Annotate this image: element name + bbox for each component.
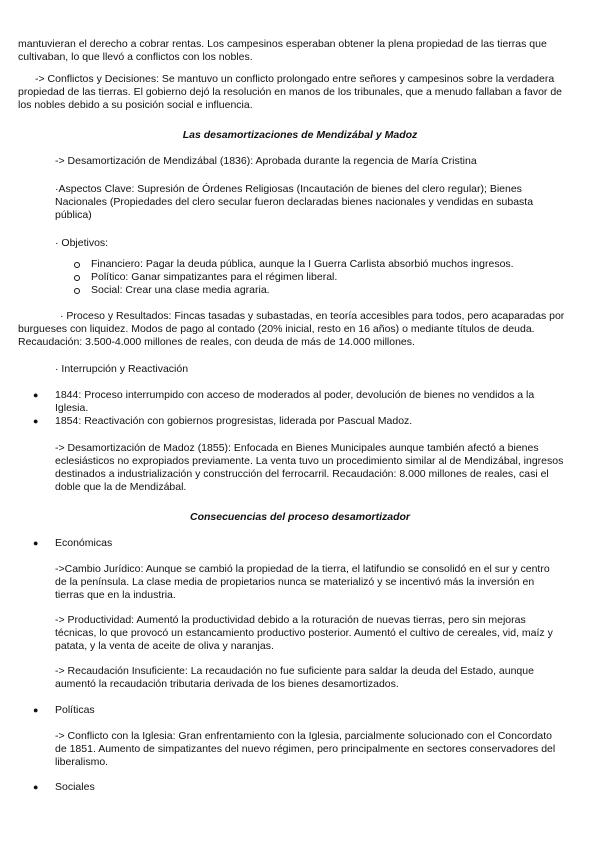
interrupcion-item: 1854: Reactivación con gobiernos progresistas, liderada por Pascual Madoz.: [55, 415, 413, 427]
madoz-paragraph: -> Desamortización de Madoz (1855): Enfocada en Bienes Municipales aunque también afectó a bienes eclesiásticos no expropiados previamente. La venta tuvo un procedimiento similar al de Mendizábal, ingresos destinados a industrialización y construcción del ferrocarril. Recaudación: 8.000 millones de reales, casi el doble que la de Mendizábal.: [55, 442, 564, 493]
aspectos-clave: ·Aspectos Clave: Supresión de Órdenes Religiosas (Incautación de bienes del clero regular); Bienes Nacionales (Propiedades del clero secular fueron declaradas bienes nacionales y vendidas en subasta pública): [55, 183, 534, 221]
conflictos-paragraph: -> Conflictos y Decisiones: Se mantuvo un conflicto prolongado entre señores y campesinos sobre la verdadera propiedad de las tierras. El gobierno dejó la resolución en manos de los tribunales, que a menudo fallaban a favor de los nobles debido a su posición social e influencia.: [18, 73, 563, 111]
proceso-resultados: · Proceso y Resultados: Fincas tasadas y subastadas, en teoría accesibles para todos, pero acaparadas por burgueses con liquidez. Modos de pago al contado (20% inicial, resto en 16 años) o mediante títulos de deuda. Recaudación: 3.500-4.000 millones de reales, con deuda de más de 14.000 millones.: [18, 310, 565, 348]
section-heading-consecuencias: Consecuencias del proceso desamortizador: [190, 511, 410, 523]
economicas-label: Económicas: [55, 537, 113, 549]
circle-bullet-icon: [74, 275, 80, 281]
bullet-icon: ●: [33, 705, 39, 715]
mendizabal-intro: -> Desamortización de Mendizábal (1836): Aprobada durante la regencia de María Cristina: [55, 155, 477, 167]
politicas-label: Políticas: [55, 704, 95, 716]
bullet-icon: ●: [33, 538, 39, 548]
objetivo-item: Financiero: Pagar la deuda pública, aunque la I Guerra Carlista absorbió muchos ingresos.: [91, 258, 514, 270]
circle-bullet-icon: [74, 262, 80, 268]
productividad: -> Productividad: Aumentó la productividad debido a la roturación de nuevas tierras, pero sin mejoras técnicas, lo que provocó un estancamiento productivo posterior. Aumentó el cultivo de cereales, vid, maíz y patata, y la venta de aceite de oliva y naranjas.: [55, 614, 553, 652]
bullet-icon: ●: [33, 416, 39, 426]
interrupcion-label: · Interrupción y Reactivación: [55, 363, 189, 375]
objetivos-label: · Objetivos:: [55, 237, 109, 249]
interrupcion-item: 1844: Proceso interrumpido con acceso de moderados al poder, devolución de bienes no vendidos a la Iglesia.: [55, 389, 535, 414]
recaudacion-insuficiente: -> Recaudación Insuficiente: La recaudación no fue suficiente para saldar la deuda del Estado, aunque aumentó la recaudación tributaria derivada de los bienes desamortizados.: [55, 665, 534, 690]
circle-bullet-icon: [74, 288, 80, 294]
objetivo-item: Social: Crear una clase media agraria.: [91, 284, 270, 296]
objetivo-item: Político: Ganar simpatizantes para el régimen liberal.: [91, 271, 338, 283]
section-heading-desamortizaciones: Las desamortizaciones de Mendizábal y Madoz: [182, 129, 418, 141]
cambio-juridico: ->Cambio Jurídico: Aunque se cambió la propiedad de la tierra, el latifundio se consolidó en el sur y centro de la península. La clase media de propietarios nunca se materializó y se incentivó más la inversión en tierras que en la industria.: [55, 563, 550, 601]
bullet-icon: ●: [33, 782, 39, 792]
sociales-label: Sociales: [55, 781, 95, 793]
intro-paragraph: mantuvieran el derecho a cobrar rentas. Los campesinos esperaban obtener la plena propiedad de las tierras que cultivaban, lo que llevó a conflictos con los nobles.: [18, 38, 547, 63]
bullet-icon: ●: [33, 390, 39, 400]
conflicto-iglesia: -> Conflicto con la Iglesia: Gran enfrentamiento con la Iglesia, parcialmente solucionado con el Concordato de 1851. Aumento de simpatizantes del nuevo régimen, pero principalmente en sectores conservadores del liberalismo.: [55, 730, 556, 768]
